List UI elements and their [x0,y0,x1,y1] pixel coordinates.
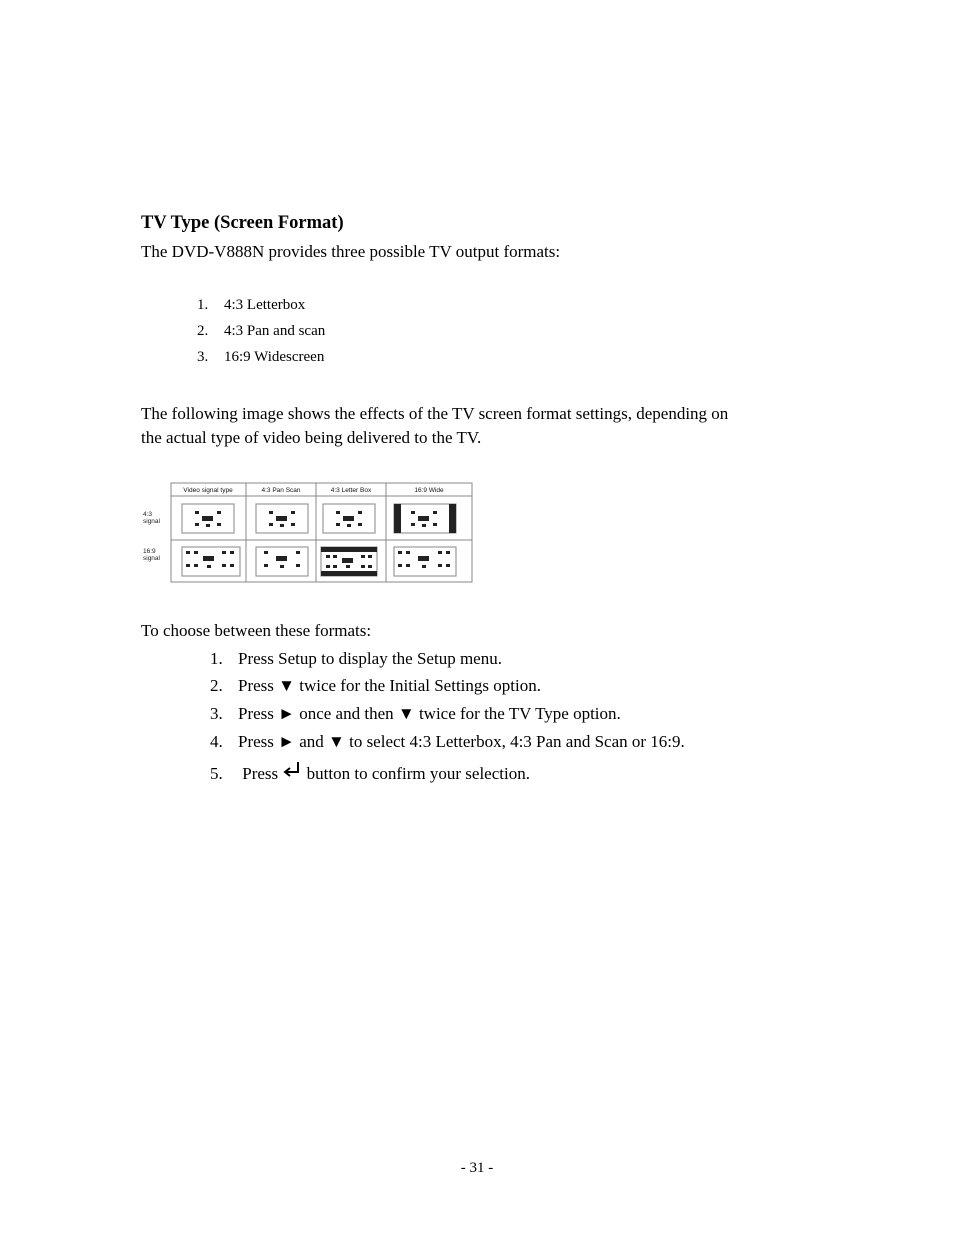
format-item-number: 1. [197,297,209,313]
step-text-after: button to confirm your selection. [306,764,530,783]
row-label-signal: signal [143,555,160,562]
step-item [210,760,530,784]
step-text: Press ▼ twice for the Initial Settings option. [238,676,541,695]
screen-16-9-pan-scan [256,547,308,576]
step-item [210,704,621,724]
step-number: 2. [210,676,223,695]
step-number: 1. [210,649,223,668]
enter-icon [282,760,302,780]
screen-4-3-letter-box [323,504,375,533]
explanation-paragraph [141,402,821,449]
row-label-16-9: 16:9 [143,548,156,555]
step-text: Press ► once and then ▼ twice for the TV Type option. [238,704,621,723]
col-header-pan-scan: 4:3 Pan Scan [261,487,301,494]
step-text: Press Setup to display the Setup menu. [238,649,502,668]
step-item [210,649,502,669]
paragraph-line: The following image shows the effects of the TV screen format settings, depending on [141,404,729,423]
format-list-item [197,297,305,314]
screen-4-3-wide [394,504,456,533]
step-item [210,676,541,696]
step-text: Press ► and ▼ to select 4:3 Letterbox, 4:3 Pan and Scan or 16:9. [238,732,685,751]
format-item-label: 16:9 Widescreen [224,349,325,365]
screen-4-3-pan-scan [256,504,308,533]
row-label-signal: signal [143,518,160,525]
step-item [210,732,685,752]
format-item-label: 4:3 Letterbox [224,297,306,313]
format-item-number: 3. [197,349,209,365]
screen-16-9-signal [182,547,240,576]
row-label-4-3: 4:3 [143,511,153,518]
section-heading: TV Type (Screen Format) [141,213,344,233]
step-number: 5. [210,764,223,783]
format-list-item [197,349,324,366]
choose-intro: To choose between these formats: [141,621,372,640]
intro-text: The DVD-V888N provides three possible TV output formats: [141,242,561,261]
screen-4-3-signal [182,504,234,533]
screen-16-9-letter-box [321,547,377,576]
format-item-number: 2. [197,323,209,339]
step-number: 4. [210,732,223,751]
format-list-item [197,323,325,340]
tv-format-figure [140,480,475,586]
col-header-16-9-wide: 16:9 Wide [414,487,444,494]
paragraph-line: the actual type of video being delivered to the TV. [141,427,482,447]
format-item-label: 4:3 Pan and scan [224,323,326,339]
step-number: 3. [210,704,223,723]
page-number: - 31 - [460,1160,494,1176]
col-header-video-signal-type: Video signal type [183,487,233,494]
step-text-before: Press [242,764,279,783]
screen-16-9-wide [394,547,456,576]
col-header-letter-box: 4:3 Letter Box [330,487,372,494]
